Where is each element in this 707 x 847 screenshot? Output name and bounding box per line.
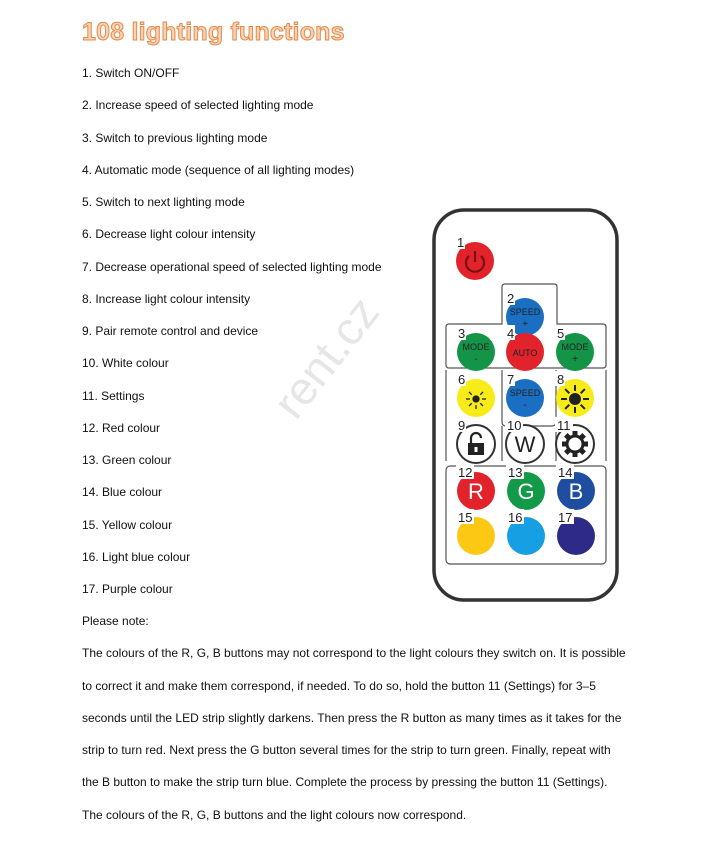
list-item: 9. Pair remote control and device	[82, 324, 259, 338]
note-heading: Please note:	[82, 614, 149, 628]
list-item: 7. Decrease operational speed of selected lighting mode	[82, 260, 382, 274]
list-item: 15. Yellow colour	[82, 518, 173, 532]
button-number: 5	[557, 326, 565, 341]
list-item: 11. Settings	[82, 389, 145, 403]
page-title: 108 lighting functions	[82, 18, 345, 46]
button-number: 1	[457, 235, 465, 250]
watermark: rent.cz	[262, 286, 389, 428]
button-number: 9	[458, 418, 466, 433]
button-sublabel: +	[572, 354, 578, 365]
button-number: 10	[507, 418, 522, 433]
button-label: SPEED	[509, 307, 541, 317]
button-number: 7	[507, 372, 515, 387]
list-item: 16. Light blue colour	[82, 550, 191, 564]
list-item: 14. Blue colour	[82, 485, 163, 499]
button-number: 8	[557, 372, 565, 387]
button-number: 11	[557, 418, 571, 433]
button-number: 15	[458, 510, 473, 525]
list-item: 5. Switch to next lighting mode	[82, 195, 245, 209]
button-label: AUTO	[512, 348, 538, 358]
button-letter: R	[468, 479, 484, 504]
list-item: 2. Increase speed of selected lighting mode	[82, 98, 314, 112]
button-letter: G	[517, 479, 535, 504]
button-number: 13	[508, 465, 523, 480]
list-item: 1. Switch ON/OFF	[82, 66, 180, 80]
button-sublabel: -	[523, 400, 527, 411]
note-line: to correct it and make them correspond, if needed. To do so, hold the button 11 (Settings) for 3–5	[82, 679, 596, 693]
list-item: 6. Decrease light colour intensity	[82, 227, 256, 241]
button-letter: W	[514, 432, 536, 457]
button-number: 6	[458, 372, 466, 387]
button-number: 3	[458, 326, 466, 341]
note-line: strip to turn red. Next press the G button several times for the strip to turn green. Finally, repeat with	[82, 743, 611, 757]
button-number: 2	[507, 291, 515, 306]
button-sublabel: -	[474, 354, 478, 365]
note-line: seconds until the LED strip slightly darkens. Then press the R button as many times as it takes for the	[82, 711, 622, 725]
button-number: 12	[458, 465, 473, 480]
note-line: The colours of the R, G, B buttons may not correspond to the light colours they switch on. It is possible	[82, 646, 626, 660]
list-item: 4. Automatic mode (sequence of all lighting modes)	[82, 163, 355, 177]
button-label: SPEED	[509, 388, 541, 398]
note-line: the B button to make the strip turn blue. Complete the process by pressing the button 11 (Settings).	[82, 775, 608, 789]
note-line: The colours of the R, G, B buttons and the light colours now correspond.	[82, 808, 467, 822]
button-label: MODE	[462, 342, 490, 352]
list-item: 12. Red colour	[82, 421, 161, 435]
button-number: 14	[558, 465, 573, 480]
brightness-up-icon	[561, 385, 589, 413]
list-item: 3. Switch to previous lighting mode	[82, 131, 268, 145]
list-item: 13. Green colour	[82, 453, 172, 467]
list-item: 8. Increase light colour intensity	[82, 292, 251, 306]
button-sublabel: +	[522, 319, 528, 330]
button-number: 16	[508, 510, 523, 525]
button-number: 4	[507, 326, 515, 341]
button-number: 17	[558, 510, 573, 525]
list-item: 17. Purple colour	[82, 582, 173, 596]
list-item: 10. White colour	[82, 356, 169, 370]
button-label: MODE	[561, 342, 589, 352]
button-letter: B	[568, 479, 584, 504]
